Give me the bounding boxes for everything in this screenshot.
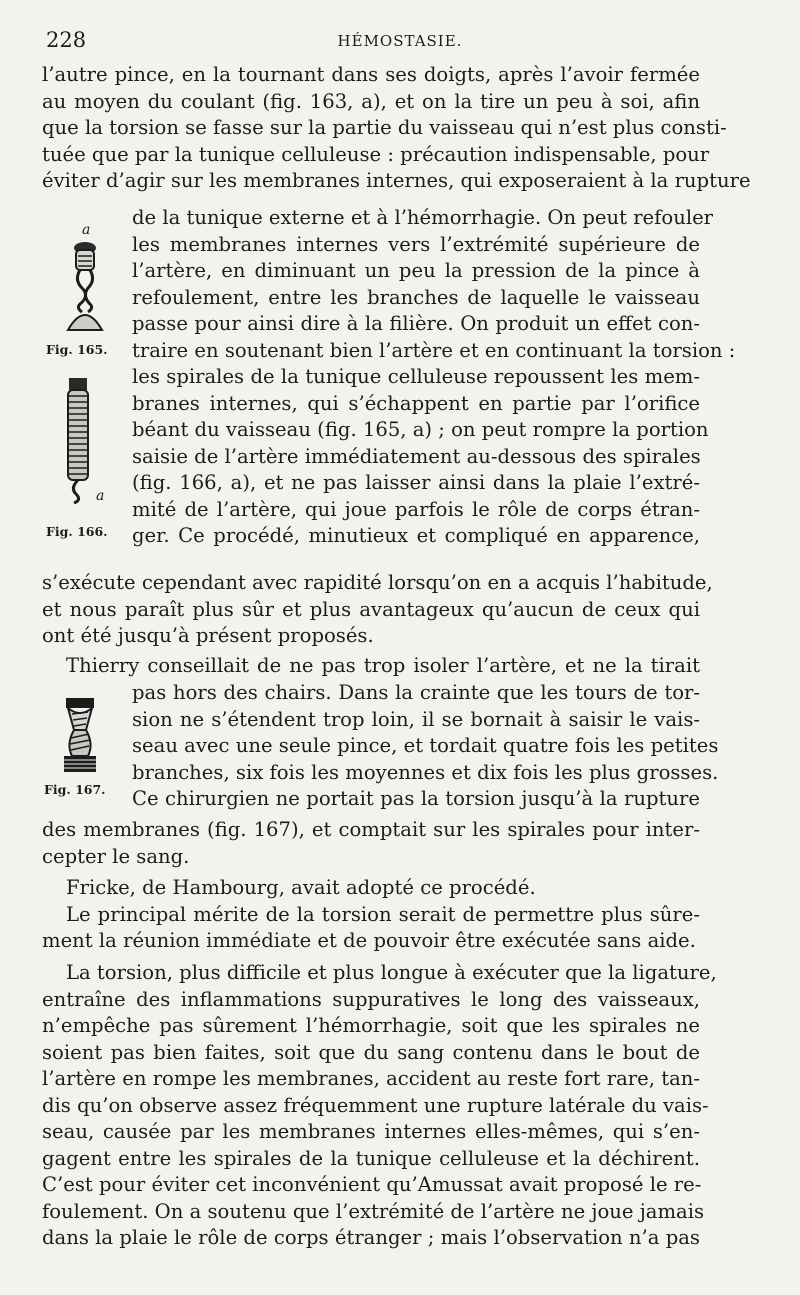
text-line: branches, six fois les moyennes et dix fois les plus grosses. bbox=[132, 760, 719, 784]
text-line: saisie de l’artère immédiatement au-dessous des spirales bbox=[132, 444, 701, 468]
text-line: Fricke, de Hambourg, avait adopté ce procédé. bbox=[66, 876, 536, 899]
text-line: l’artère, en diminuant un peu la pression de la pince à bbox=[132, 259, 700, 282]
text-line: ger. Ce procédé, minutieux et compliqué en apparence, bbox=[132, 524, 700, 547]
text-line: s’exécute cependant avec rapidité lorsqu’on en a acquis l’habitude, bbox=[42, 571, 713, 594]
paragraph-thierry-wrap bbox=[132, 680, 719, 813]
figure-165-label-a: a bbox=[82, 222, 91, 238]
text-line: dis qu’on observe assez fréquemment une rupture latérale du vais- bbox=[42, 1093, 709, 1117]
text-line: passe pour ainsi dire à la filière. On produit un effet con- bbox=[132, 312, 700, 335]
paragraph-continued bbox=[42, 62, 751, 195]
text-line: refoulement, entre les branches de laquelle le vaisseau bbox=[132, 285, 700, 309]
figure-166-illustration bbox=[60, 376, 96, 504]
text-line: soient pas bien faites, soit que du sang contenu dans le bout de bbox=[42, 1040, 700, 1064]
page-header bbox=[40, 28, 760, 52]
text-line: l’autre pince, en la tournant dans ses doigts, après l’avoir fermée bbox=[42, 63, 700, 86]
paragraph-torsion bbox=[42, 960, 717, 1252]
text-line: l’artère en rompe les membranes, accident au reste fort rare, tan- bbox=[42, 1067, 700, 1090]
text-line: les spirales de la tunique celluleuse repoussent les mem- bbox=[132, 365, 700, 388]
figure-165-caption: Fig. 165. bbox=[46, 342, 108, 357]
paragraph-continued bbox=[42, 570, 713, 650]
paragraph-thierry-end bbox=[42, 817, 700, 870]
text-line: béant du vaisseau (fig. 165, a) ; on peut rompre la portion bbox=[132, 418, 709, 441]
text-line: tuée que par la tunique celluleuse : précaution indispensable, pour bbox=[42, 142, 710, 166]
text-line: ont été jusqu’à présent proposés. bbox=[42, 624, 374, 647]
text-line: seau, causée par les membranes internes elles-mêmes, qui s’en- bbox=[42, 1120, 700, 1143]
text-line: et nous paraît plus sûr et plus avantageux qu’aucun de ceux qui bbox=[42, 597, 700, 621]
page-number: 228 bbox=[46, 28, 87, 52]
text-line: des membranes (fig. 167), et comptait sur les spirales pour inter- bbox=[42, 818, 700, 841]
text-line: sion ne s’étendent trop loin, il se bornait à saisir le vais- bbox=[132, 707, 700, 731]
text-line: mité de l’artère, qui joue parfois le rôle de corps étran- bbox=[132, 497, 700, 521]
text-line: n’empêche pas sûrement l’hémorrhagie, soit que les spirales ne bbox=[42, 1014, 700, 1037]
text-line: traire en soutenant bien l’artère et en continuant la torsion : bbox=[132, 338, 736, 362]
paragraph-continued-wrap bbox=[132, 205, 736, 550]
figure-165-illustration bbox=[64, 238, 108, 338]
text-line: que la torsion se fasse sur la partie du vaisseau qui n’est plus consti- bbox=[42, 116, 727, 139]
text-line: les membranes internes vers l’extrémité supérieure de bbox=[132, 232, 700, 256]
running-head: HÉMOSTASIE. bbox=[337, 32, 463, 50]
text-line: dans la plaie le rôle de corps étranger ; mais l’observation n’a pas bbox=[42, 1226, 700, 1249]
text-line: entraîne des inflammations suppuratives le long des vaisseaux, bbox=[42, 987, 700, 1011]
figure-166-label-a: a bbox=[96, 488, 105, 504]
paragraph-fricke bbox=[42, 875, 700, 955]
figure-167-illustration bbox=[60, 696, 100, 776]
text-line: La torsion, plus difficile et plus longue à exécuter que la ligature, bbox=[66, 961, 717, 984]
text-line: Le principal mérite de la torsion serait de permettre plus sûre- bbox=[66, 902, 700, 926]
text-line: C’est pour éviter cet inconvénient qu’Amussat avait proposé le re- bbox=[42, 1173, 702, 1196]
text-line: au moyen du coulant (fig. 163, a), et on la tire un peu à soi, afin bbox=[42, 89, 700, 113]
text-line: pas hors des chairs. Dans la crainte que les tours de tor- bbox=[132, 681, 700, 704]
text-line: éviter d’agir sur les membranes internes, qui exposeraient à la rupture bbox=[42, 169, 751, 192]
figure-167-caption: Fig. 167. bbox=[44, 782, 106, 797]
text-line: foulement. On a soutenu que l’extrémité de l’artère ne joue jamais bbox=[42, 1199, 705, 1223]
text-line: (fig. 166, a), et ne pas laisser ainsi dans la plaie l’extré- bbox=[132, 471, 700, 494]
text-line: branes internes, qui s’échappent en partie par l’orifice bbox=[132, 391, 700, 415]
text-line: cepter le sang. bbox=[42, 844, 190, 868]
text-line: Ce chirurgien ne portait pas la torsion jusqu’à la rupture bbox=[132, 787, 700, 810]
text-line: seau avec une seule pince, et tordait quatre fois les petites bbox=[132, 734, 719, 757]
text-line: gagent entre les spirales de la tunique celluleuse et la déchirent. bbox=[42, 1146, 700, 1170]
figure-166-caption: Fig. 166. bbox=[46, 524, 108, 539]
text-line: de la tunique externe et à l’hémorrhagie. On peut refouler bbox=[132, 206, 714, 229]
text-line: Thierry conseillait de ne pas trop isoler l’artère, et ne la tirait bbox=[66, 654, 700, 677]
text-line: ment la réunion immédiate et de pouvoir être exécutée sans aide. bbox=[42, 929, 696, 952]
paragraph-thierry bbox=[42, 653, 700, 680]
